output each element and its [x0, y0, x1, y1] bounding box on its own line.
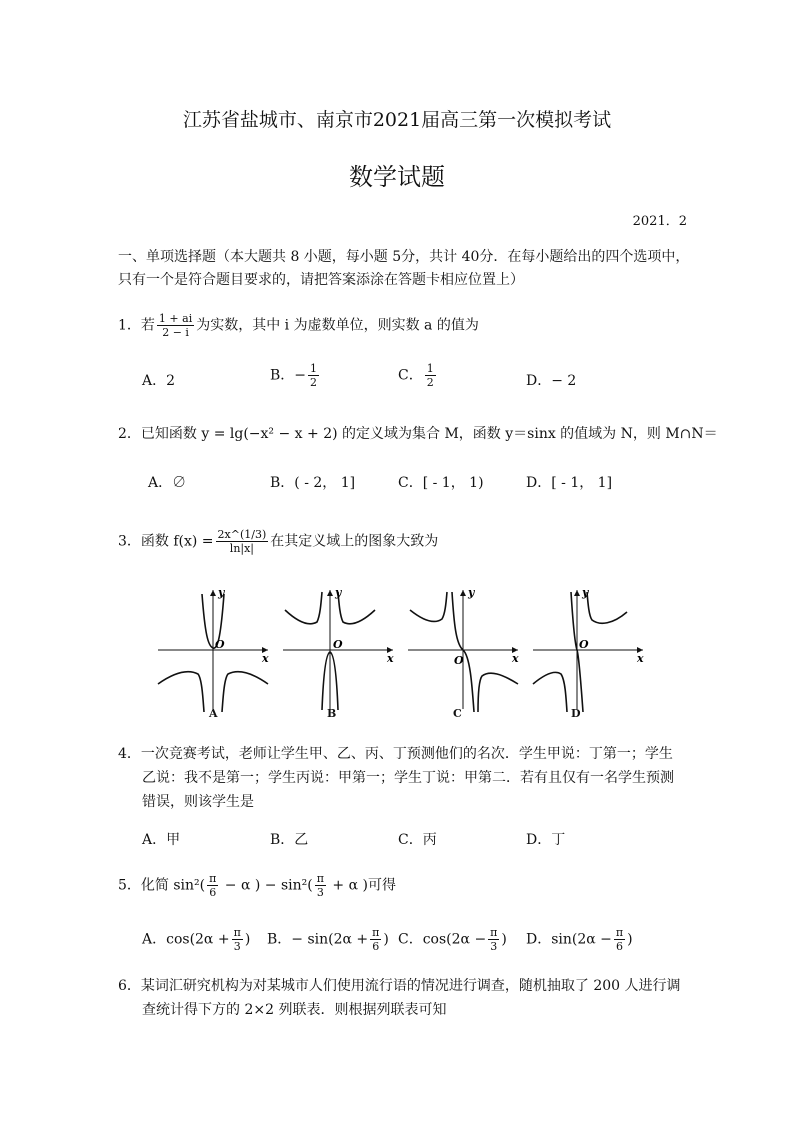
q2-option-b[interactable]: B．( - 2， 1]: [270, 475, 356, 491]
q5-post: + α )可得: [327, 877, 396, 894]
graph-b-y-label: y: [335, 586, 342, 599]
q1-c-num: 1: [426, 362, 434, 375]
q5-f2-num: π: [316, 872, 324, 885]
q5-c-pre: C．cos(2α −: [398, 931, 487, 948]
q1-frac-den: 2 − i: [162, 326, 189, 339]
q1-fraction: [157, 312, 194, 339]
graph-c[interactable]: [408, 586, 519, 712]
question-1: [118, 312, 479, 339]
question-6-line1: 6．某词汇研究机构为对某城市人们使用流行语的情况进行调查，随机抽取了 200 人进行调: [118, 978, 681, 994]
q1-b-num: 1: [310, 362, 318, 375]
question-4-line3: 错误，则该学生是: [142, 794, 254, 810]
graph-d-x-label: x: [637, 652, 644, 665]
section-heading-line2: 只有一个是符合题目要求的，请把答案添涂在答题卡相应位置上）: [118, 272, 524, 288]
graph-a-y-label: y: [218, 586, 225, 599]
question-4-line1: 4．一次竞赛考试，老师让学生甲、乙、丙、丁预测他们的名次．学生甲说：丁第一；学生: [118, 746, 673, 762]
graph-a-origin: O: [215, 638, 225, 651]
q1-number: 1．若: [118, 317, 155, 334]
q2-option-c[interactable]: C．[ - 1， 1): [398, 475, 484, 491]
q3-graphs: [150, 584, 650, 724]
q4-option-d[interactable]: D．丁: [526, 832, 566, 848]
graph-b-origin: O: [333, 638, 343, 651]
q5-option-a[interactable]: [142, 926, 250, 953]
q1-frac-num: 1 + ai: [158, 312, 193, 325]
q1-b-den: 2: [310, 376, 318, 389]
q2-option-a[interactable]: A．∅: [148, 475, 187, 491]
graph-c-caption: C: [453, 707, 462, 720]
q5-c-frac: [488, 926, 499, 953]
q5-a-pre: A．cos(2α +: [142, 931, 230, 948]
q5-d-pre: D．sin(2α −: [526, 931, 612, 948]
q5-option-b[interactable]: [267, 926, 389, 953]
graph-b-caption: B: [327, 707, 337, 720]
q5-a-den: 3: [233, 940, 241, 953]
q4-option-c[interactable]: C．丙: [398, 832, 437, 848]
q1-option-b[interactable]: [270, 362, 321, 389]
graph-c-origin: O: [454, 654, 464, 667]
graph-c-x-label: x: [512, 652, 519, 665]
q1-option-a[interactable]: A．2: [142, 373, 176, 389]
q5-option-d[interactable]: [526, 926, 633, 953]
q5-b-post: ): [383, 931, 389, 948]
q1-option-b-label: B．−: [270, 367, 307, 384]
q1-option-c[interactable]: [398, 362, 438, 389]
q4-option-b[interactable]: B．乙: [270, 832, 309, 848]
graph-b[interactable]: [283, 586, 394, 710]
q5-b-num: π: [372, 926, 380, 939]
q5-a-post: ): [244, 931, 251, 948]
q5-b-pre: B．− sin(2α +: [267, 931, 369, 948]
q3-fraction: [216, 528, 269, 555]
q5-f1-den: 6: [209, 886, 217, 899]
q5-d-num: π: [615, 926, 624, 939]
q5-b-frac: [370, 926, 381, 953]
q5-pre: 5．化简 sin²(: [118, 877, 206, 894]
graph-a-caption: A: [209, 707, 218, 720]
graph-c-y-label: y: [468, 586, 475, 599]
q5-mid: − α ) − sin²(: [220, 877, 313, 894]
section-heading-line1: 一、单项选择题（本大题共 8 小题，每小题 5分，共计 40分．在每小题给出的四个选项中，: [118, 249, 690, 265]
q3-pre: 3．函数 f(x) =: [118, 533, 214, 550]
q5-option-c[interactable]: [398, 926, 507, 953]
q1-option-c-label: C．: [398, 367, 423, 384]
graph-a-x-label: x: [262, 652, 269, 665]
graph-d-y-label: y: [582, 586, 589, 599]
graph-a[interactable]: [158, 586, 269, 712]
q5-b-den: 6: [372, 940, 380, 953]
q5-frac1: [207, 872, 218, 899]
q5-frac2: [315, 872, 326, 899]
q5-d-frac: [614, 926, 625, 953]
q5-d-post: ): [627, 931, 633, 948]
q5-f2-den: 3: [316, 886, 324, 899]
q5-c-num: π: [490, 926, 498, 939]
q1-text: 为实数，其中 i 为虚数单位，则实数 a 的值为: [196, 317, 479, 334]
graph-d-origin: O: [579, 638, 589, 651]
exam-date: 2021．2: [632, 214, 687, 229]
question-6-line2: 查统计得下方的 2×2 列联表．则根据列联表可知: [142, 1002, 447, 1018]
page-title: 数学试题: [349, 163, 445, 191]
q5-c-den: 3: [490, 940, 498, 953]
q1-option-d[interactable]: D．− 2: [526, 373, 577, 389]
graph-b-x-label: x: [387, 652, 394, 665]
q2-option-d[interactable]: D．[ - 1， 1]: [526, 475, 613, 491]
graph-d[interactable]: [533, 586, 644, 712]
q3-post: 在其定义域上的图象大致为: [270, 533, 439, 550]
exam-title: 江苏省盐城市、南京市2021届高三第一次模拟考试: [182, 109, 612, 131]
q3-frac-den: ln|x|: [229, 542, 255, 555]
q3-frac-num: 2x^(1/3): [217, 528, 267, 541]
question-4-line2: 乙说：我不是第一；学生丙说：甲第一；学生丁说：甲第二．若有且仅有一名学生预测: [142, 770, 674, 786]
q4-option-a[interactable]: A．甲: [142, 832, 181, 848]
q5-a-num: π: [233, 926, 241, 939]
q1-c-den: 2: [426, 376, 434, 389]
q1-option-b-frac: [308, 362, 319, 389]
q5-a-frac: [232, 926, 243, 953]
question-5: [118, 872, 396, 899]
question-2: 2．已知函数 y = lg(−x² − x + 2) 的定义域为集合 M，函数 y＝sinx 的值域为 N，则 M∩N＝: [118, 426, 718, 442]
question-3: [118, 528, 438, 555]
graph-d-caption: D: [571, 707, 581, 720]
q5-c-post: ): [501, 931, 507, 948]
q1-option-c-frac: [425, 362, 436, 389]
q5-f1-num: π: [209, 872, 217, 885]
q5-d-den: 6: [616, 940, 624, 953]
